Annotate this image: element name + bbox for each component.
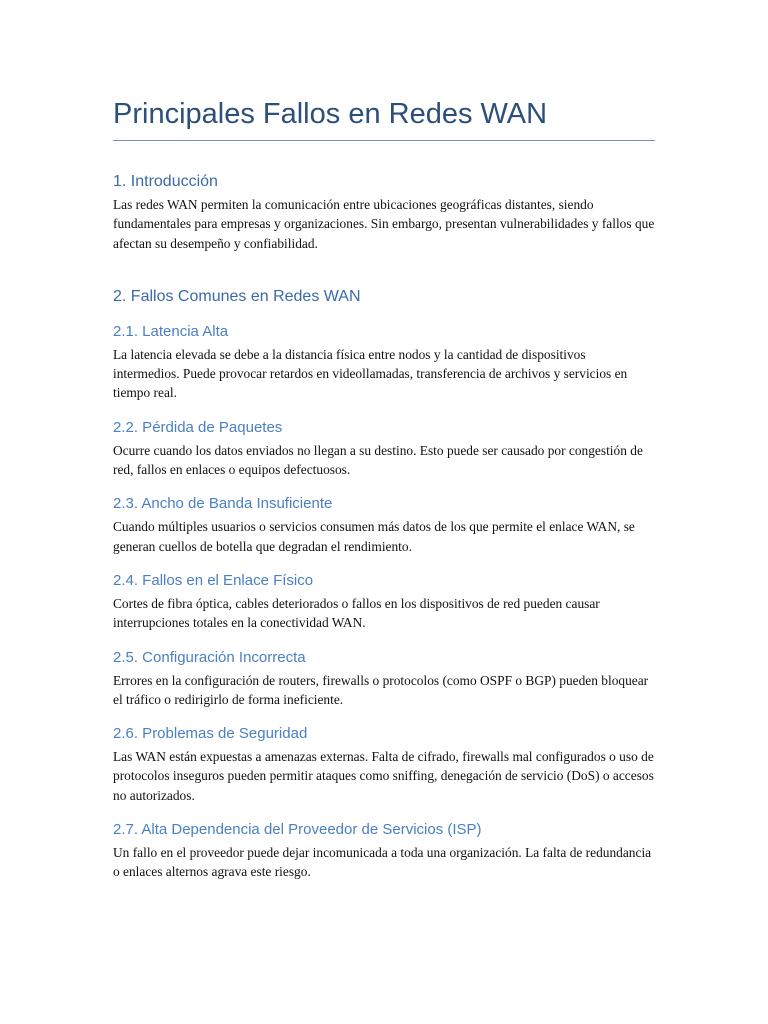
subsection-body-enlace-fisico: Cortes de fibra óptica, cables deteriorados o fallos en los dispositivos de red pueden causar interrupciones totales en la conectividad WAN. — [113, 595, 600, 631]
subsection-heading-dependencia-isp: 2.7. Alta Dependencia del Proveedor de Servicios (ISP) — [113, 821, 482, 839]
section-heading-introduccion: 1. Introducción — [113, 173, 218, 190]
subsection-body-latencia-alta: La latencia elevada se debe a la distancia física entre nodos y la cantidad de dispositivos intermedios. Puede provocar retardos en videollamadas, transferencia de archivos y servicios en tiempo real. — [113, 346, 628, 401]
document-title: Principales Fallos en Redes WAN — [113, 0, 655, 141]
subsection-heading-latencia-alta: 2.1. Latencia Alta — [113, 322, 229, 340]
subsection-heading-ancho-banda: 2.3. Ancho de Banda Insuficiente — [113, 495, 333, 513]
subsection-body-ancho-banda: Cuando múltiples usuarios o servicios consumen más datos de los que permite el enlace WAN, se generan cuellos de botella que degradan el rendimiento. — [113, 519, 635, 554]
subsection-heading-configuracion: 2.5. Configuración Incorrecta — [113, 648, 306, 666]
subsection-heading-enlace-fisico: 2.4. Fallos en el Enlace Físico — [113, 571, 314, 589]
document-page — [113, 0, 655, 882]
subsection-body-perdida-paquetes: Ocurre cuando los datos enviados no llegan a su destino. Esto puede ser causado por congestión de red, fallos en enlaces o equipos defectuosos. — [113, 442, 643, 478]
subsection-body-seguridad: Las WAN están expuestas a amenazas externas. Falta de cifrado, firewalls mal configurados o uso de protocolos inseguros pueden permitir ataques como sniffing, denegación de servicio (DoS) o accesos no autorizados. — [113, 749, 654, 803]
subsection-body-configuracion: Errores en la configuración de routers, firewalls o protocolos (como OSPF o BGP) pueden bloquear el tráfico o redirigirlo de forma ineficiente. — [113, 672, 649, 707]
subsection-body-dependencia-isp: Un fallo en el proveedor puede dejar incomunicada a toda una organización. La falta de redundancia o enlaces alternos agrava este riesgo. — [113, 845, 652, 880]
section-heading-fallos-comunes: 2. Fallos Comunes en Redes WAN — [113, 287, 361, 305]
subsection-heading-seguridad: 2.6. Problemas de Seguridad — [113, 725, 308, 743]
section-body-introduccion: Las redes WAN permiten la comunicación entre ubicaciones geográficas distantes, siendo fundamentales para empresas y organizaciones. Sin embargo, presentan vulnerabilidades y fallos que afectan su desempeño y confiabilidad. — [113, 197, 655, 251]
subsection-heading-perdida-paquetes: 2.2. Pérdida de Paquetes — [113, 418, 283, 436]
